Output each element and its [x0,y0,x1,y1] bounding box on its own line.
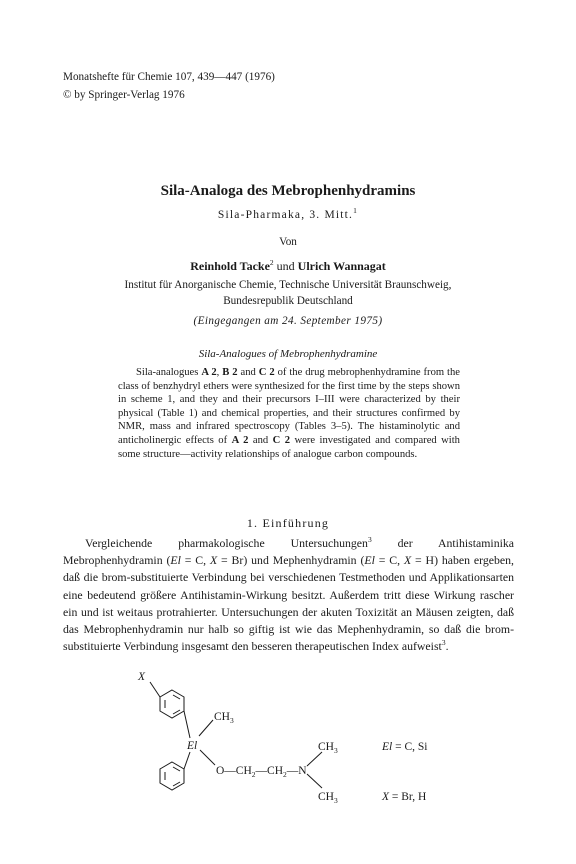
abstract-text: were investigated and compared with some structure—activity relationships of analogue carbon compounds. [118,434,460,460]
var-x: X [209,553,218,568]
benzene-ring-bottom [160,762,184,790]
var-x: X [403,553,412,568]
ref-3: 3 [367,535,372,545]
n-ch3-top: $CH_3$ [318,741,338,755]
affiliation [0,277,576,309]
ref-3: 3 [441,638,446,648]
body-paragraph [63,535,514,655]
abstract-text: , [216,367,223,378]
abstract-text: Sila-analogues [136,367,202,378]
footnote-ref-2: 2 [269,258,274,267]
body-text: Vergleichende pharmakologische Untersuchungen [85,536,368,550]
compound-label: A 2 [231,434,249,446]
compound-label: B 2 [222,367,238,378]
x-substituent: X [138,671,146,683]
footnote-ref-1: 1 [353,206,359,216]
compound-label: A 2 [201,367,217,378]
el-o-bond [200,750,215,765]
article-subtitle [0,206,576,221]
journal-citation: Monatshefte für Chemie 107, 439—447 (1976) [63,71,275,83]
abstract-paragraph [118,366,460,461]
body-text: = H) haben ergeben, daß die brom-substituierte Verbindung bei verschiedenen Testmethoden und Applikationsarten eine bedeutend größere Antihistamin-Wirkung besitzt. Außerdem tritt diese Wirkung rascher ein und ist weitaus protrahierter. Untersuchungen der akuten Toxizität an Mäusen zeigten, daß das Mebrophenhydramin nur halb so giftig ist wie das Mephenhydramin, so daß die brom-substituierte Verbindung insgesamt den besseren therapeutischen Index aufweist [63,553,514,654]
x-bond [150,682,160,697]
article-title: Sila-Analoga des Mebrophenhydramins [160,183,416,199]
copyright-line: © by Springer-Verlag 1976 [63,89,185,101]
var-el: El [364,553,375,568]
el-bond-bottom [184,752,190,769]
von-label: Von [279,236,297,248]
n-ch3-bottom-bond [307,774,322,788]
x-definition: X = Br, H [382,791,427,803]
el-definition: El = C, Si [382,741,428,753]
abstract [118,366,460,461]
n-ch3-bottom: $CH_3$ [318,791,338,805]
section-title: 1. Einführung [246,516,330,530]
abstract-title: Sila-Analogues of Mebrophenhydramine [198,348,378,360]
authors-line [0,259,576,274]
affiliation-line-2: Bundesrepublik Deutschland [223,295,353,307]
benzene-ring-top [160,690,184,718]
var-el: El [170,553,181,568]
abstract-text: and [248,434,273,446]
abstract-text: and [237,367,259,378]
affiliation-line-1: Institut für Anorganische Chemie, Technische Universität Braunschweig, [124,279,452,291]
body-text: = Br) und Mephenhydramin ( [217,553,365,568]
and-word: und [276,259,295,273]
body-text: der Antihistaminika Mebrophenhydramin ( [63,536,514,568]
body-text: = C, [180,553,210,568]
received-date: (Eingegangen am 24. September 1975) [193,315,383,327]
body-text: . [445,639,449,654]
body-text: = C, [374,553,404,568]
subtitle-text: Sila-Pharmaka, 3. Mitt. [217,209,354,221]
n-ch3-top-bond [307,752,322,766]
author-2: Ulrich Wannagat [297,259,386,273]
ether-chain: $O—CH_2—CH_2—N$ [216,765,307,779]
el-atom: El [187,740,198,752]
author-1: Reinhold Tacke [190,259,270,273]
compound-label: C 2 [272,434,291,446]
compound-label: C 2 [258,367,275,378]
section-body [63,535,514,655]
structural-formula [120,670,520,850]
journal-header [63,68,275,104]
el-bond-top [184,711,190,738]
el-ch3-bond [199,720,213,736]
ch3-label: $CH_3$ [214,711,234,725]
abstract-text: of the drug mebrophenhydramine from the class of benzhydryl ethers were synthesized for the first time by the steps shown in scheme 1, and they and their precursors I–III were characterized by their physical (Table 1) and chemical properties, and their structures confirmed by NMR, mass and infrared spectroscopy (Tables 3–5). The histaminolytic and anticholinergic effects of [118,367,460,446]
